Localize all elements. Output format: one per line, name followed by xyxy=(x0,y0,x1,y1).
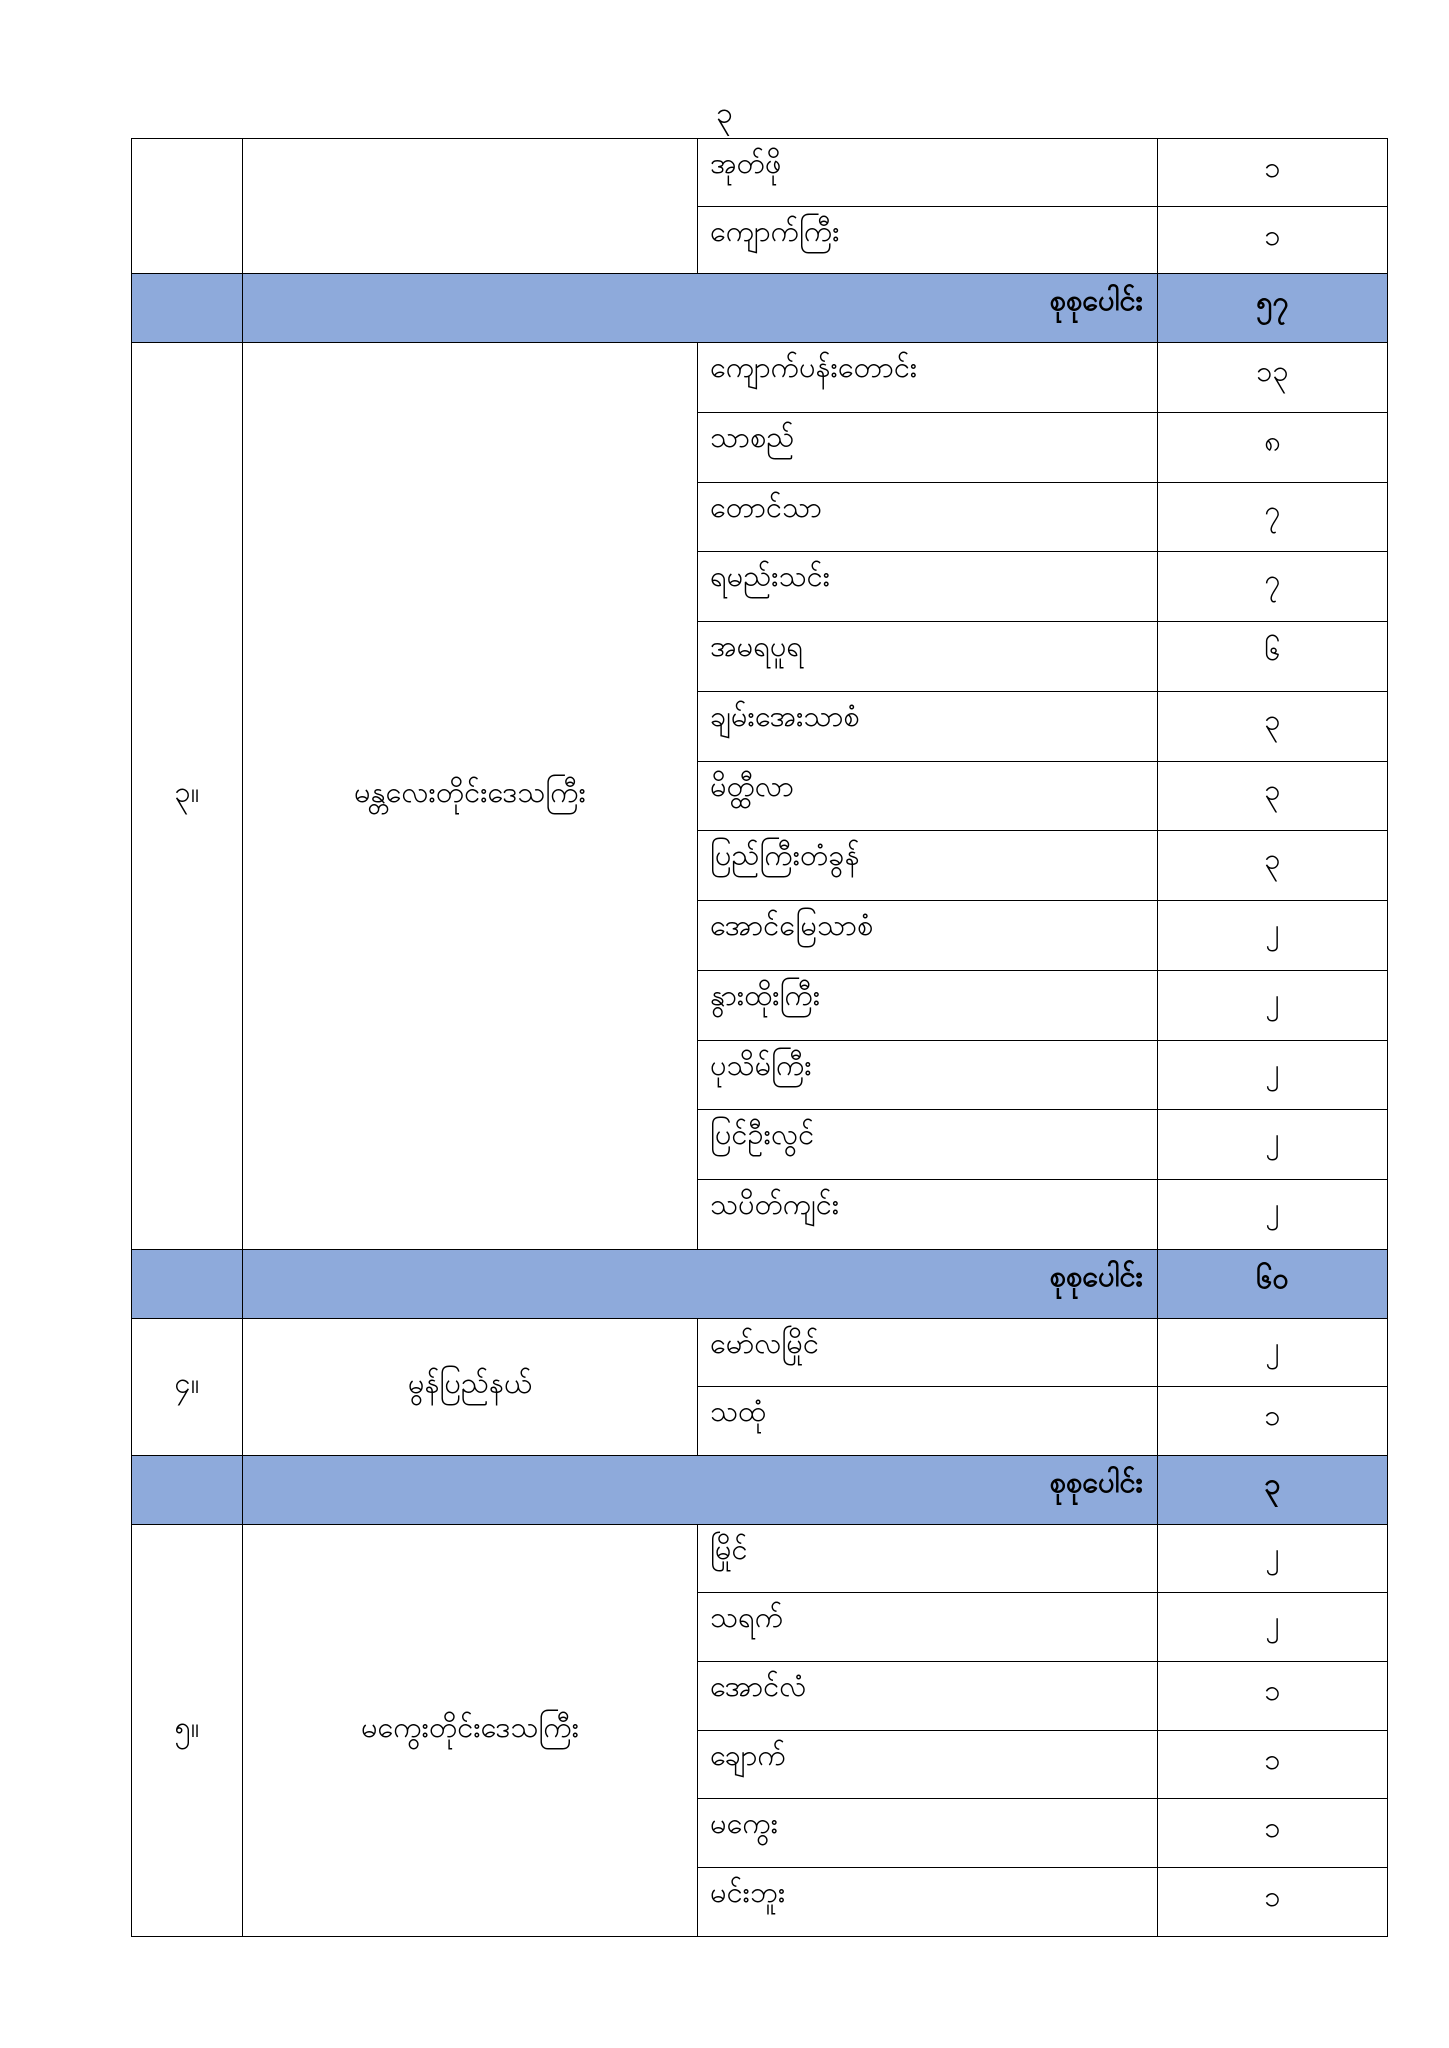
township-count: ၇ xyxy=(1158,482,1388,552)
row-number: ၄။ xyxy=(132,1318,243,1455)
township-name: ကျောက်ပန်းတောင်း xyxy=(698,343,1158,413)
township-name: နွားထိုးကြီး xyxy=(698,970,1158,1040)
township-count: ၃ xyxy=(1158,831,1388,901)
township-name: အုတ်ဖို xyxy=(698,139,1158,207)
township-name: ပြည်ကြီးတံခွန် xyxy=(698,831,1158,901)
township-name: မကွေး xyxy=(698,1799,1158,1868)
township-name: တောင်သာ xyxy=(698,482,1158,552)
township-count: ၈ xyxy=(1158,412,1388,482)
township-count: ၁ xyxy=(1158,1730,1388,1799)
township-name: သရက် xyxy=(698,1593,1158,1662)
township-count-table xyxy=(131,138,1388,1937)
total-row xyxy=(132,274,1388,343)
table-row xyxy=(132,139,1388,207)
table-row xyxy=(132,1524,1388,1593)
township-count: ၁ xyxy=(1158,1387,1388,1456)
row-number xyxy=(132,139,243,274)
township-name: မင်းဘူး xyxy=(698,1868,1158,1937)
township-count: ၂ xyxy=(1158,970,1388,1040)
region-name: မွန်ပြည်နယ် xyxy=(243,1318,698,1455)
township-count: ၁ xyxy=(1158,1868,1388,1937)
total-label: စုစုပေါင်း xyxy=(243,1249,1158,1318)
township-name: ပုသိမ်ကြီး xyxy=(698,1040,1158,1110)
township-count: ၂ xyxy=(1158,901,1388,971)
table-row xyxy=(132,343,1388,413)
row-number: ၃။ xyxy=(132,343,243,1250)
region-name: မန္တလေးတိုင်းဒေသကြီး xyxy=(243,343,698,1250)
township-name: မော်လမြိုင် xyxy=(698,1318,1158,1387)
township-count: ၁၃ xyxy=(1158,343,1388,413)
township-count: ၁ xyxy=(1158,206,1388,274)
township-count: ၂ xyxy=(1158,1593,1388,1662)
table-row xyxy=(132,1318,1388,1387)
row-number: ၅။ xyxy=(132,1524,243,1936)
township-count: ၇ xyxy=(1158,552,1388,622)
township-count: ၂ xyxy=(1158,1040,1388,1110)
region-name xyxy=(243,139,698,274)
total-value: ၅၇ xyxy=(1158,274,1388,343)
township-name: မြိုင် xyxy=(698,1524,1158,1593)
township-count: ၂ xyxy=(1158,1524,1388,1593)
township-name: ပြင်ဦးလွင် xyxy=(698,1110,1158,1180)
township-name: အမရပူရ xyxy=(698,622,1158,692)
township-name: မိတ္ထီလာ xyxy=(698,761,1158,831)
total-row xyxy=(132,1455,1388,1524)
township-count: ၁ xyxy=(1158,1662,1388,1731)
township-name: သပိတ်ကျင်း xyxy=(698,1180,1158,1250)
township-count: ၁ xyxy=(1158,1799,1388,1868)
total-spacer xyxy=(132,1455,243,1524)
total-row xyxy=(132,1249,1388,1318)
township-name: ကျောက်ကြီး xyxy=(698,206,1158,274)
total-spacer xyxy=(132,274,243,343)
township-count: ၂ xyxy=(1158,1318,1388,1387)
township-count: ၃ xyxy=(1158,691,1388,761)
township-name: အောင်လံ xyxy=(698,1662,1158,1731)
township-name: ရမည်းသင်း xyxy=(698,552,1158,622)
township-count: ၃ xyxy=(1158,761,1388,831)
township-count: ၁ xyxy=(1158,139,1388,207)
region-name: မကွေးတိုင်းဒေသကြီး xyxy=(243,1524,698,1936)
township-name: ချမ်းအေးသာစံ xyxy=(698,691,1158,761)
township-name: သထုံ xyxy=(698,1387,1158,1456)
total-label: စုစုပေါင်း xyxy=(243,274,1158,343)
township-name: ချောက် xyxy=(698,1730,1158,1799)
total-value: ၃ xyxy=(1158,1455,1388,1524)
township-name: အောင်မြေသာစံ xyxy=(698,901,1158,971)
total-spacer xyxy=(132,1249,243,1318)
page-number: ၃ xyxy=(716,96,733,131)
township-count: ၂ xyxy=(1158,1110,1388,1180)
township-count: ၂ xyxy=(1158,1180,1388,1250)
total-label: စုစုပေါင်း xyxy=(243,1455,1158,1524)
township-name: သာစည် xyxy=(698,412,1158,482)
total-value: ၆၀ xyxy=(1158,1249,1388,1318)
township-count: ၆ xyxy=(1158,622,1388,692)
